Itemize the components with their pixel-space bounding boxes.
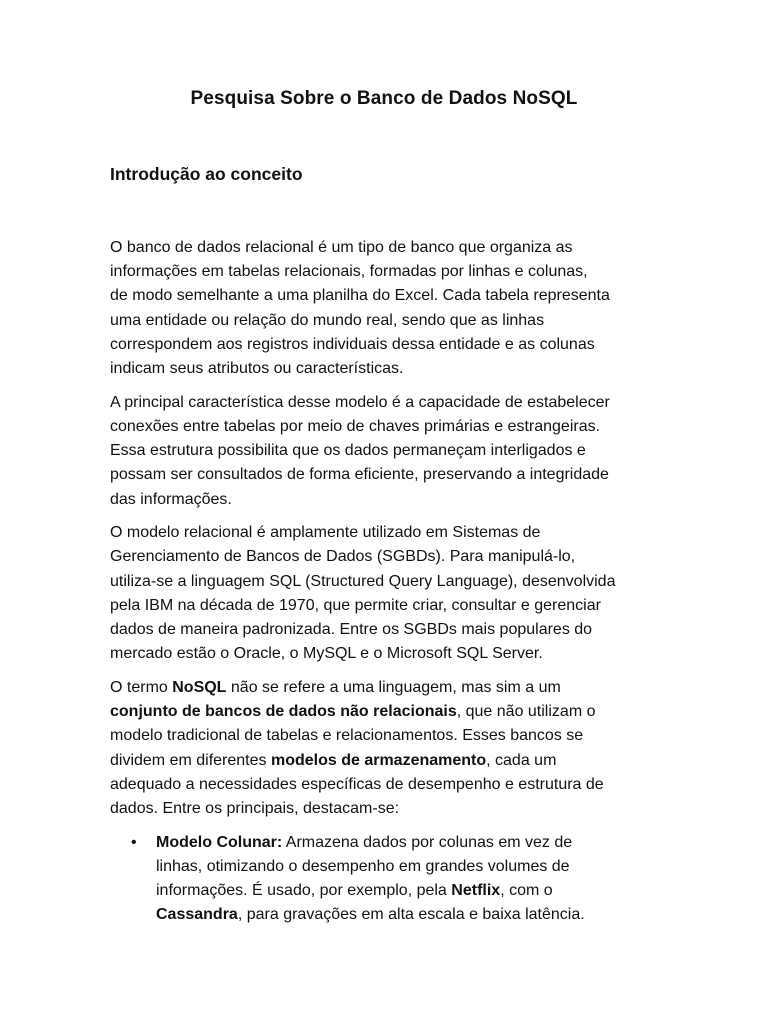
paragraph bbox=[110, 236, 665, 381]
page-title: Pesquisa Sobre o Banco de Dados NoSQL bbox=[190, 88, 578, 109]
bold-text-run: conjunto de bancos de dados não relacionais bbox=[110, 703, 457, 721]
text-line bbox=[110, 415, 665, 439]
bullet-list bbox=[110, 831, 665, 928]
paragraph bbox=[110, 391, 665, 512]
text-line bbox=[110, 463, 665, 487]
text-line bbox=[110, 391, 665, 415]
text-run: dados. Entre os principais, destacam-se: bbox=[110, 799, 400, 817]
paragraph bbox=[110, 521, 665, 666]
text-run: Essa estrutura possibilita que os dados permaneçam interligados e bbox=[110, 442, 586, 460]
text-run: adequado a necessidades específicas de desempenho e estrutura de bbox=[110, 775, 604, 793]
text-line bbox=[110, 236, 665, 260]
text-run: Gerenciamento de Bancos de Dados (SGBDs). Para manipulá-lo, bbox=[110, 548, 576, 566]
text-run: dividem em diferentes bbox=[110, 751, 271, 769]
text-run: O modelo relacional é amplamente utilizado em Sistemas de bbox=[110, 524, 541, 542]
text-line bbox=[110, 797, 665, 821]
text-run: possam ser consultados de forma eficiente, preservando a integridade bbox=[110, 466, 609, 484]
text-run: mercado estão o Oracle, o MySQL e o Microsoft SQL Server. bbox=[110, 645, 543, 663]
text-line bbox=[110, 700, 665, 724]
text-run: , cada um bbox=[486, 751, 557, 769]
text-line bbox=[110, 724, 665, 748]
text-run: utiliza-se a linguagem SQL (Structured Query Language), desenvolvida bbox=[110, 572, 616, 590]
text-line bbox=[110, 357, 665, 381]
text-run: O banco de dados relacional é um tipo de banco que organiza as bbox=[110, 239, 573, 256]
text-line bbox=[110, 570, 665, 594]
text-run: conexões entre tabelas por meio de chaves primárias e estrangeiras. bbox=[110, 417, 601, 435]
text-run: linhas, otimizando o desempenho em grandes volumes de bbox=[156, 857, 570, 875]
bold-text-run: Netflix bbox=[451, 882, 501, 900]
bold-text-run: Cassandra bbox=[156, 906, 238, 924]
text-line bbox=[110, 260, 665, 284]
text-run: de modo semelhante a uma planilha do Excel. Cada tabela representa bbox=[110, 287, 610, 305]
text-run: informações. É usado, por exemplo, pela bbox=[156, 882, 452, 900]
text-run: correspondem aos registros individuais dessa entidade e as colunas bbox=[110, 335, 595, 353]
text-line bbox=[110, 594, 665, 618]
text-line bbox=[110, 488, 665, 512]
text-run: Armazena dados por colunas em vez de bbox=[282, 833, 573, 851]
text-line bbox=[156, 831, 665, 855]
text-run: não se refere a uma linguagem, mas sim a um bbox=[226, 678, 561, 696]
text-run: das informações. bbox=[110, 490, 232, 508]
text-run: O termo bbox=[110, 678, 173, 696]
bold-text-run: Modelo Colunar: bbox=[156, 833, 283, 851]
paragraph bbox=[110, 676, 665, 821]
bold-text-run: NoSQL bbox=[172, 678, 227, 696]
text-run: uma entidade ou relação do mundo real, sendo que as linhas bbox=[110, 311, 545, 329]
text-line bbox=[110, 618, 665, 642]
text-run: , com o bbox=[500, 882, 553, 900]
text-run: A principal característica desse modelo é a capacidade de estabelecer bbox=[110, 393, 610, 411]
text-line bbox=[110, 642, 665, 666]
paragraph-list bbox=[110, 236, 665, 821]
text-run: informações em tabelas relacionais, formadas por linhas e colunas, bbox=[110, 263, 588, 281]
text-run: indicam seus atributos ou características. bbox=[110, 360, 404, 378]
text-line bbox=[110, 773, 665, 797]
text-line bbox=[156, 879, 665, 903]
text-run: pela IBM na década de 1970, que permite criar, consultar e gerenciar bbox=[110, 596, 601, 614]
text-run: , para gravações em alta escala e baixa latência. bbox=[237, 906, 585, 924]
text-line bbox=[156, 855, 665, 879]
text-line bbox=[110, 545, 665, 569]
bullet-item bbox=[110, 831, 665, 928]
text-line bbox=[110, 749, 665, 773]
text-line bbox=[110, 439, 665, 463]
text-run: dados de maneira padronizada. Entre os SGBDs mais populares do bbox=[110, 621, 593, 639]
text-run: modelo tradicional de tabelas e relacionamentos. Esses bancos se bbox=[110, 727, 584, 745]
text-line bbox=[110, 676, 665, 700]
text-line bbox=[110, 521, 665, 545]
document-body bbox=[110, 236, 665, 927]
bullet-marker-icon: • bbox=[131, 833, 137, 851]
bold-text-run: modelos de armazenamento bbox=[270, 751, 487, 769]
text-run: , que não utilizam o bbox=[456, 703, 596, 721]
text-line bbox=[156, 903, 665, 927]
text-line bbox=[110, 309, 665, 333]
text-line bbox=[110, 333, 665, 357]
section-heading: Introdução ao conceito bbox=[110, 164, 303, 184]
text-line bbox=[110, 284, 665, 308]
